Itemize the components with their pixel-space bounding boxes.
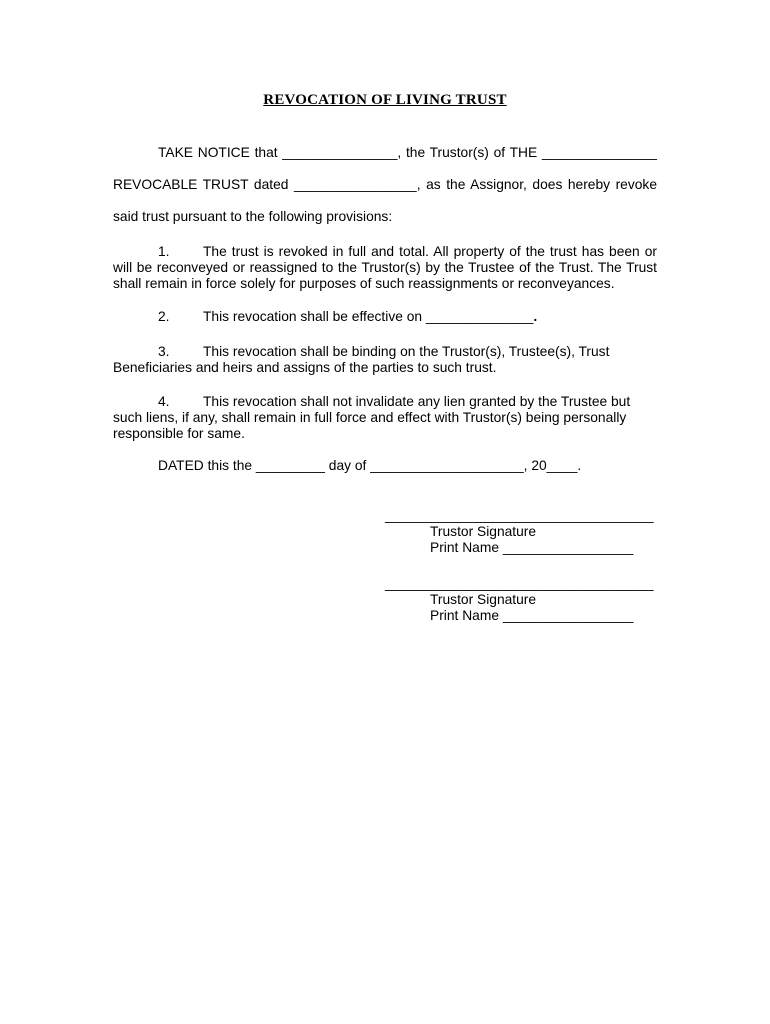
provision-3 xyxy=(113,344,657,376)
provision-1-line-3: shall remain in force solely for purposes of such reassignments or reconveyances. xyxy=(113,276,615,291)
provision-4-number: 4. xyxy=(158,394,170,409)
dated-line-paragraph xyxy=(113,458,657,474)
provision-2-text: This revocation shall be effective on ______________ xyxy=(203,309,534,324)
provision-2-bold-period: . xyxy=(533,309,538,324)
dated-line: DATED this the _________ day of ____________________, 20____. xyxy=(158,458,582,473)
provision-4-text: This revocation shall not invalidate any lien granted by the Trustee but xyxy=(203,394,631,409)
provision-1-line-2: will be reconveyed or reassigned to the Trustor(s) by the Trustee of the Trust. The Trust xyxy=(113,260,657,275)
signature-line: ___________________________________ xyxy=(385,576,654,591)
provision-3-text: This revocation shall be binding on the Trustor(s), Trustee(s), Trust xyxy=(203,344,610,359)
signature-block-1 xyxy=(385,508,657,556)
provision-4-line-2: such liens, if any, shall remain in full force and effect with Trustor(s) being personally xyxy=(113,410,627,425)
print-name-label: Print Name _________________ xyxy=(430,540,634,555)
provision-4 xyxy=(113,394,657,442)
provision-2-line-1 xyxy=(113,309,657,325)
signature-role-label: Trustor Signature xyxy=(430,592,537,607)
provision-1 xyxy=(113,244,657,292)
document-content xyxy=(113,92,657,624)
intro-paragraph xyxy=(113,137,657,233)
print-name-label: Print Name _________________ xyxy=(430,608,634,623)
provision-1-number: 1. xyxy=(158,244,170,259)
provision-3-line-2: Beneficiaries and heirs and assigns of the parties to such trust. xyxy=(113,360,497,375)
provision-4-line-1 xyxy=(113,394,657,410)
signature-block-2 xyxy=(385,576,657,624)
provision-2-number: 2. xyxy=(158,309,170,324)
signature-role-label: Trustor Signature xyxy=(430,524,537,539)
signature-line: ___________________________________ xyxy=(385,508,654,523)
intro-line-2: REVOCABLE TRUST dated ________________, as the Assignor, does hereby revoke xyxy=(113,177,657,192)
provision-1-line-1 xyxy=(113,244,657,260)
intro-line-3: said trust pursuant to the following provisions: xyxy=(113,209,393,224)
intro-line-1: TAKE NOTICE that _______________, the Trustor(s) of THE _______________ xyxy=(158,145,657,160)
provision-3-number: 3. xyxy=(158,344,170,359)
provision-1-text: The trust is revoked in full and total. All property of the trust has been or xyxy=(203,244,657,259)
provision-3-line-1 xyxy=(113,344,657,360)
signature-section xyxy=(385,508,657,624)
provision-2 xyxy=(113,309,657,325)
provision-4-line-3: responsible for same. xyxy=(113,426,245,441)
page-title: REVOCATION OF LIVING TRUST xyxy=(263,92,507,108)
